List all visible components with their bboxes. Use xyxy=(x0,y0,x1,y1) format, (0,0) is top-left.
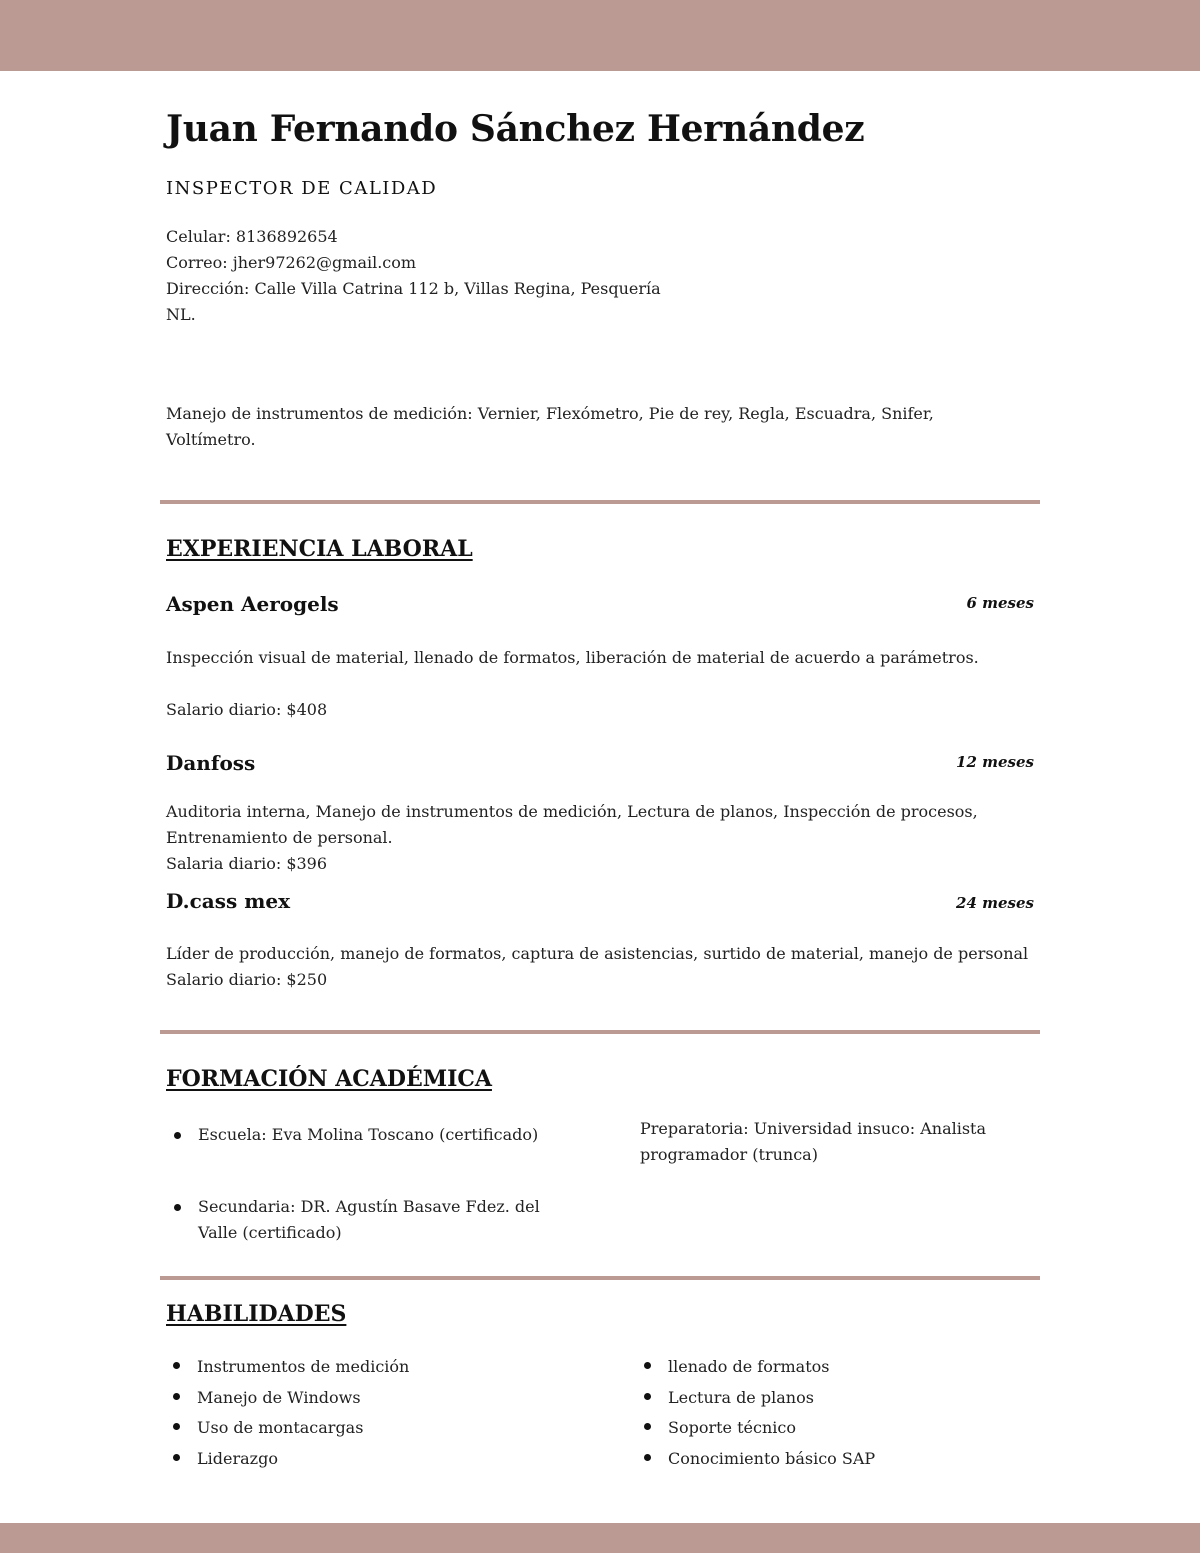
contact-address-cont: NL. xyxy=(166,305,196,324)
job-salary: Salaria diario: $396 xyxy=(166,854,328,873)
education-item-text: Valle (certificado) xyxy=(198,1223,342,1242)
skill-item: Conocimiento básico SAP xyxy=(636,1444,875,1475)
job-company: Aspen Aerogels xyxy=(166,592,339,616)
job-title: INSPECTOR DE CALIDAD xyxy=(166,178,438,199)
summary-block xyxy=(166,401,934,453)
summary-line: Voltímetro. xyxy=(166,430,256,449)
job-description xyxy=(166,941,1028,993)
job-description-line: Entrenamiento de personal. xyxy=(166,828,393,847)
section-divider xyxy=(160,500,1040,504)
experience-heading: EXPERIENCIA LABORAL xyxy=(166,536,473,562)
contact-address: Dirección: Calle Villa Catrina 112 b, Villas Regina, Pesquería xyxy=(166,279,661,298)
education-prep-line: Preparatoria: Universidad insuco: Analista xyxy=(640,1119,987,1138)
contact-email: Correo: jher97262@gmail.com xyxy=(166,253,417,272)
skill-item: Lectura de planos xyxy=(636,1383,875,1414)
education-item-text: Escuela: Eva Molina Toscano (certificado) xyxy=(198,1125,539,1144)
job-description: Inspección visual de material, llenado de formatos, liberación de material de acuerdo a parámetros. xyxy=(166,648,979,667)
education-item xyxy=(166,1194,540,1246)
contact-phone: Celular: 8136892654 xyxy=(166,227,338,246)
candidate-name: Juan Fernando Sánchez Hernández xyxy=(166,108,865,150)
summary-line: Manejo de instrumentos de medición: Vernier, Flexómetro, Pie de rey, Regla, Escuadra, Snifer, xyxy=(166,404,934,423)
job-description-line: Auditoria interna, Manejo de instrumentos de medición, Lectura de planos, Inspección de procesos, xyxy=(166,802,978,821)
contact-block xyxy=(166,224,661,328)
skill-item: Soporte técnico xyxy=(636,1413,875,1444)
job-salary: Salario diario: $408 xyxy=(166,700,328,719)
job-description-line: Líder de producción, manejo de formatos, captura de asistencias, surtido de material, manejo de personal xyxy=(166,944,1029,963)
skill-item: Instrumentos de medición xyxy=(165,1352,409,1383)
job-duration: 24 meses xyxy=(956,894,1034,912)
education-prep-line: programador (trunca) xyxy=(640,1145,818,1164)
education-prep xyxy=(640,1116,986,1168)
job-company: Danfoss xyxy=(166,751,256,775)
education-item-text: Secundaria: DR. Agustín Basave Fdez. del xyxy=(198,1197,540,1216)
bottom-accent-band xyxy=(0,1523,1200,1553)
job-salary: Salario diario: $250 xyxy=(166,970,328,989)
education-heading: FORMACIÓN ACADÉMICA xyxy=(166,1066,492,1092)
skill-item: Liderazgo xyxy=(165,1444,409,1475)
job-duration: 12 meses xyxy=(956,753,1034,771)
skills-list-right xyxy=(636,1352,875,1474)
job-duration: 6 meses xyxy=(966,594,1034,612)
job-description xyxy=(166,799,978,877)
skills-list-left xyxy=(165,1352,409,1474)
skills-heading: HABILIDADES xyxy=(166,1301,347,1327)
section-divider xyxy=(160,1276,1040,1280)
top-accent-band xyxy=(0,0,1200,71)
job-company: D.cass mex xyxy=(166,889,291,913)
education-list xyxy=(166,1194,540,1246)
education-list xyxy=(166,1122,538,1148)
section-divider xyxy=(160,1030,1040,1034)
skill-item: Uso de montacargas xyxy=(165,1413,409,1444)
skill-item: Manejo de Windows xyxy=(165,1383,409,1414)
skill-item: llenado de formatos xyxy=(636,1352,875,1383)
education-item xyxy=(166,1122,538,1148)
